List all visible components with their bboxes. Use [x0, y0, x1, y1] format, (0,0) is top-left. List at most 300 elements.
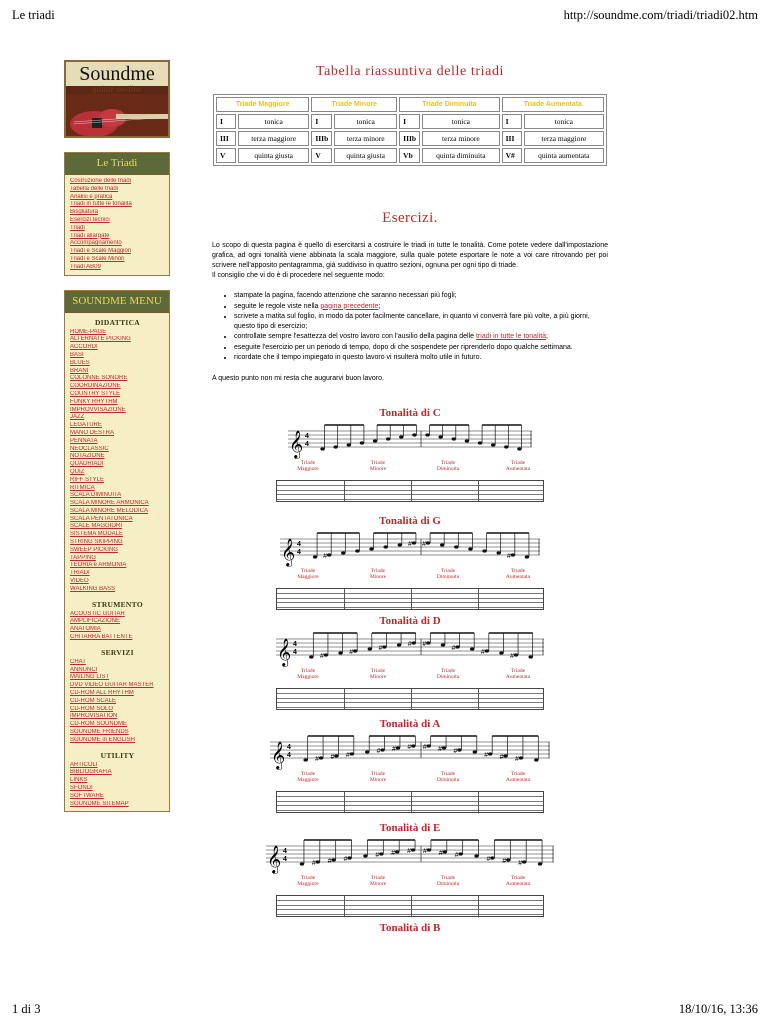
- key-title: Tonalità di E: [379, 822, 441, 834]
- menu-section-heading: DIDATTICA: [94, 317, 141, 327]
- menu-link[interactable]: IMPROVISATION: [70, 713, 118, 720]
- triad-label-line: Aumentata: [505, 777, 531, 783]
- interval-cell: quinta giusta: [238, 148, 309, 163]
- menu-link[interactable]: COLONNE SONORE: [70, 375, 128, 382]
- note-head: [534, 758, 538, 761]
- sharp-sign: #: [349, 649, 354, 656]
- triad-label-line: Diminuita: [436, 466, 460, 472]
- note-head: [457, 748, 461, 751]
- menu-link[interactable]: IMPROVVISAZIONE: [70, 406, 126, 413]
- note-head: [538, 862, 542, 865]
- time-signature: 4: [297, 549, 301, 556]
- triadi-menu-box: [64, 152, 170, 276]
- note-head: [482, 549, 486, 552]
- note-head: [499, 651, 503, 654]
- triadi-link[interactable]: Esercizi tecnici: [70, 216, 110, 223]
- note-head: [491, 443, 495, 446]
- triad-label-line: Triade: [370, 460, 386, 466]
- menu-link[interactable]: MAILING LIST: [70, 674, 110, 681]
- sharp-sign: #: [345, 752, 350, 759]
- triads-summary-table: [213, 94, 607, 166]
- triadi-link[interactable]: Bisgliatura: [70, 209, 99, 216]
- note-head: [399, 435, 403, 438]
- note-head: [519, 756, 523, 759]
- print-datetime: 18/10/16, 13:36: [678, 1002, 758, 1016]
- interval-cell: terza minore: [334, 131, 397, 146]
- note-head: [324, 653, 328, 656]
- menu-link[interactable]: SCALA MINORE ARMONICA: [70, 500, 149, 507]
- note-head: [465, 439, 469, 442]
- note-head: [383, 545, 387, 548]
- triad-label-line: Aumentata: [505, 674, 531, 680]
- triad-label-line: Maggiore: [297, 777, 319, 783]
- note-head: [353, 649, 357, 652]
- key-title: Tonalità di A: [379, 718, 441, 730]
- note-head: [458, 852, 462, 855]
- triad-label-line: Triade: [510, 568, 526, 574]
- treble-clef-icon: 𝄞: [277, 638, 292, 666]
- menu-link[interactable]: RITMICA: [70, 484, 95, 491]
- sharp-sign: #: [407, 848, 411, 855]
- triad-label-line: Triade: [300, 771, 316, 777]
- sharp-sign: #: [422, 541, 426, 548]
- print-header: [0, 0, 768, 36]
- menu-link[interactable]: RIFF STYLE: [70, 476, 105, 483]
- note-head: [425, 433, 429, 436]
- sharp-sign: #: [451, 645, 456, 652]
- note-head: [397, 643, 401, 646]
- note-head: [442, 746, 446, 749]
- menu-link[interactable]: ACOUSTIC GUITAR: [70, 610, 125, 617]
- interval-cell: tonica: [524, 114, 604, 129]
- menu-link[interactable]: SOUNDME SITEMAP: [70, 800, 129, 807]
- triad-label-line: Triade: [440, 875, 456, 881]
- menu-link[interactable]: COUNTRY STYLE: [70, 390, 121, 397]
- note-head: [347, 856, 351, 859]
- writing-staff[interactable]: [276, 791, 544, 813]
- triad-label-line: Minore: [369, 777, 387, 783]
- triadi-link[interactable]: Tabella delle triadi: [70, 185, 119, 192]
- sharp-sign: #: [422, 848, 427, 855]
- degree-cell: Vb: [399, 148, 420, 163]
- menu-link[interactable]: TAPPING: [70, 554, 96, 561]
- menu-link[interactable]: LEGATURE: [70, 422, 102, 429]
- menu-link[interactable]: CHAT: [70, 658, 86, 665]
- triad-label-line: Aumentata: [505, 466, 531, 472]
- menu-link[interactable]: ANNUNCI: [70, 666, 98, 673]
- step-item: [234, 312, 608, 331]
- sharp-sign: #: [327, 858, 332, 865]
- sharp-sign: #: [311, 860, 316, 867]
- time-signature: 4: [305, 441, 309, 448]
- note-head: [427, 848, 431, 851]
- menu-link[interactable]: ALTERNATE PICKING: [70, 336, 131, 343]
- triadi-link[interactable]: Accompagnamento: [70, 240, 122, 247]
- triad-label-line: Maggiore: [297, 466, 319, 472]
- sharp-sign: #: [486, 856, 491, 863]
- triad-label-line: Triade: [370, 668, 386, 674]
- triad-label: [498, 460, 538, 472]
- sharp-sign: #: [453, 748, 458, 755]
- note-head: [338, 651, 342, 654]
- document-url: http://soundme.com/triadi/triadi02.htm: [563, 8, 758, 22]
- triadi-link[interactable]: Triadi: [70, 224, 85, 231]
- degree-cell: I: [399, 114, 420, 129]
- interval-cell: quinta diminuita: [422, 148, 500, 163]
- note-head: [333, 445, 337, 448]
- triadi-link[interactable]: Triadi AB09: [70, 263, 101, 270]
- triad-label: [288, 568, 328, 580]
- menu-link[interactable]: NOTAZIONE: [70, 453, 105, 460]
- triadi-link[interactable]: Triadi e Scale Maggiori: [70, 248, 132, 255]
- triad-label-line: Diminuita: [436, 777, 460, 783]
- menu-link[interactable]: JAZZ: [70, 414, 85, 421]
- table-header: Triade Diminuita: [399, 97, 499, 112]
- soundme-logo[interactable]: [64, 60, 170, 138]
- table-row: [216, 131, 604, 146]
- sharp-sign: #: [514, 756, 519, 763]
- menu-link[interactable]: AMPLIFICAZIONE: [70, 618, 121, 625]
- triad-label: [498, 668, 538, 680]
- menu-link[interactable]: BASI: [70, 351, 84, 358]
- table-row: [216, 148, 604, 163]
- note-head: [369, 547, 373, 550]
- triad-label-line: Minore: [369, 881, 387, 887]
- treble-clef-icon: 𝄞: [289, 430, 304, 458]
- menu-link[interactable]: STRING SKIPPING: [70, 539, 123, 546]
- treble-clef-icon: 𝄞: [271, 741, 286, 769]
- triad-label-line: Triade: [300, 668, 316, 674]
- degree-cell: V#: [502, 148, 522, 163]
- note-head: [514, 653, 518, 656]
- music-staff: [276, 629, 544, 669]
- menu-link[interactable]: SISTEMA MODALE: [70, 531, 124, 538]
- exercises-heading: Esercizi.: [382, 210, 438, 226]
- triad-label-line: Diminuita: [436, 574, 460, 580]
- interval-cell: terza maggiore: [238, 131, 309, 146]
- menu-link[interactable]: MANO DESTRA: [70, 429, 115, 436]
- note-head: [411, 744, 415, 747]
- note-head: [398, 543, 402, 546]
- triad-label-line: Triade: [370, 568, 386, 574]
- note-head: [396, 746, 400, 749]
- music-staff: [288, 421, 532, 461]
- key-title: Tonalità di G: [379, 515, 441, 527]
- triad-label-line: Triade: [440, 568, 456, 574]
- triad-label: [428, 460, 468, 472]
- treble-clef-icon: 𝄞: [281, 538, 296, 566]
- logo-tagline: guitar on-line: [92, 84, 142, 94]
- menu-link[interactable]: NEOCLASSIC: [70, 445, 109, 452]
- note-head: [363, 854, 367, 857]
- menu-link[interactable]: CD-ROM SOLO: [70, 705, 114, 712]
- triadi-link[interactable]: Analisi e pratica: [70, 193, 113, 200]
- time-signature: 4: [305, 433, 309, 440]
- triad-label: [428, 568, 468, 580]
- key-title: Tonalità di D: [379, 615, 441, 627]
- triad-label-line: Aumentata: [505, 574, 531, 580]
- interval-cell: terza minore: [422, 131, 500, 146]
- note-head: [473, 750, 477, 753]
- menu-link[interactable]: FUNKY RHYTHM: [70, 398, 118, 405]
- music-staff: [266, 836, 554, 876]
- guitar-icon: [66, 94, 170, 138]
- triad-label-line: Triade: [510, 668, 526, 674]
- writing-staff[interactable]: [276, 588, 544, 610]
- note-head: [368, 647, 372, 650]
- note-head: [395, 850, 399, 853]
- triadi-link[interactable]: Triadi e Scale Minori: [70, 255, 125, 262]
- triad-label-line: Diminuita: [436, 674, 460, 680]
- triad-label-line: Triade: [300, 460, 316, 466]
- degree-cell: I: [216, 114, 236, 129]
- step-item: [234, 332, 608, 342]
- note-head: [440, 543, 444, 546]
- menu-link[interactable]: WALKING BASS: [70, 585, 116, 592]
- note-head: [485, 649, 489, 652]
- step-text: seguite le regole viste nella: [234, 302, 321, 310]
- triadi-link[interactable]: Costruzione delle triadi: [70, 178, 132, 184]
- table-row: [216, 114, 604, 129]
- advice-text: Il consiglio che vi do è di procedere nel seguente modo:: [212, 272, 385, 279]
- step-text: stampate la pagina, facendo attenzione che saranno necessari più fogli;: [234, 292, 457, 299]
- triad-label-line: Triade: [510, 460, 526, 466]
- main-content: [212, 60, 608, 382]
- note-head: [426, 744, 430, 747]
- triad-label-line: Triade: [300, 568, 316, 574]
- step-text: ;: [378, 302, 381, 310]
- step-link[interactable]: triadi in tutte le tonalità: [475, 333, 547, 340]
- triad-label-line: Triade: [440, 771, 456, 777]
- menu-link[interactable]: CHITARRA BATTENTE: [70, 634, 133, 641]
- menu-link[interactable]: SOUNDME FRIENDS: [70, 729, 129, 736]
- step-text: ;: [546, 333, 548, 340]
- menu-link[interactable]: SCALA DIMINUITA: [70, 492, 122, 499]
- writing-staff[interactable]: [276, 688, 544, 710]
- time-signature: 4: [293, 649, 297, 656]
- time-signature: 4: [297, 541, 301, 548]
- menu-link[interactable]: SOFTWARE: [70, 792, 104, 799]
- degree-cell: I: [311, 114, 332, 129]
- triad-label-line: Minore: [369, 466, 387, 472]
- triad-label: [428, 771, 468, 783]
- menu-link[interactable]: SCALA MINORE MELODICA: [70, 507, 149, 514]
- menu-section-heading: UTILITY: [100, 750, 135, 760]
- note-head: [412, 433, 416, 436]
- note-head: [511, 553, 515, 556]
- step-text: ricordate che il tempo impiegato in questo lavoro vi risulterà molto utile in futuro.: [234, 354, 482, 361]
- writing-staff[interactable]: [276, 895, 544, 917]
- triad-label-line: Diminuita: [436, 881, 460, 887]
- triad-label: [358, 771, 398, 783]
- note-head: [490, 856, 494, 859]
- key-title: Tonalità di C: [379, 407, 441, 419]
- menu-link[interactable]: ANATOMIA: [70, 626, 101, 633]
- triad-label: [358, 460, 398, 472]
- soundme-menu-box: [64, 290, 170, 813]
- menu-link[interactable]: SFONDI: [70, 785, 93, 791]
- menu-link[interactable]: QUADRIADI: [70, 461, 104, 468]
- note-head: [373, 439, 377, 442]
- triadi-menu-title: Le Triadi: [65, 153, 169, 175]
- menu-link[interactable]: HOME-PAGE: [70, 328, 107, 335]
- triadi-link[interactable]: Triadi in tutte le tonalità: [70, 201, 132, 208]
- sharp-sign: #: [502, 858, 507, 865]
- note-head: [488, 752, 492, 755]
- menu-link[interactable]: COORDINAZIONE: [70, 383, 121, 390]
- menu-link[interactable]: TEORIA e ARMONIA: [70, 562, 127, 569]
- note-head: [412, 541, 416, 544]
- table-header: Triade Aumentata: [502, 97, 604, 112]
- note-head: [478, 441, 482, 444]
- triad-label: [498, 875, 538, 887]
- triad-label-line: Triade: [510, 875, 526, 881]
- note-head: [309, 655, 313, 658]
- triadi-link-list: [65, 175, 169, 275]
- note-head: [528, 655, 532, 658]
- sharp-sign: #: [518, 860, 523, 867]
- sidebar: [64, 60, 170, 812]
- triad-label: [428, 875, 468, 887]
- triad-label: [288, 771, 328, 783]
- note-head: [327, 553, 331, 556]
- key-title: Tonalità di B: [379, 922, 441, 934]
- closing-text: A questo punto non mi resta che augurarvi buon lavoro.: [212, 374, 384, 382]
- sharp-sign: #: [315, 756, 319, 763]
- note-head: [525, 555, 529, 558]
- degree-cell: V: [216, 148, 236, 163]
- sharp-sign: #: [330, 754, 335, 761]
- note-head: [438, 435, 442, 438]
- interval-cell: quinta giusta: [334, 148, 397, 163]
- triad-label-line: Minore: [369, 674, 387, 680]
- note-head: [313, 555, 317, 558]
- music-staff: [270, 732, 550, 772]
- triad-label-line: Triade: [510, 771, 526, 777]
- sharp-sign: #: [407, 744, 412, 751]
- menu-link[interactable]: TRIADI: [70, 570, 90, 577]
- menu-section-heading: SERVIZI: [101, 647, 134, 657]
- sharp-sign: #: [506, 553, 511, 560]
- note-head: [474, 854, 478, 857]
- steps-list: [234, 291, 608, 363]
- interval-cell: terza maggiore: [524, 131, 604, 146]
- sharp-sign: #: [391, 746, 396, 753]
- menu-link[interactable]: CD-ROM SCALE: [70, 697, 117, 704]
- table-header: Triade Minore: [311, 97, 397, 112]
- page-number: 1 di 3: [12, 1002, 41, 1016]
- interval-cell: tonica: [334, 114, 397, 129]
- document-title: Le triadi: [12, 8, 55, 22]
- degree-cell: IIIb: [399, 131, 420, 146]
- menu-link[interactable]: BRANI: [70, 367, 89, 374]
- note-head: [380, 748, 384, 751]
- degree-cell: I: [502, 114, 522, 129]
- menu-link[interactable]: ARTICOLI: [70, 761, 98, 768]
- note-head: [316, 860, 320, 863]
- menu-link[interactable]: QUIZ: [70, 468, 85, 475]
- interval-cell: quinta aumentata: [524, 148, 604, 163]
- menu-link[interactable]: BLUES: [70, 359, 90, 366]
- menu-link[interactable]: VIDEO: [70, 578, 89, 585]
- triadi-link[interactable]: Triadi allargate: [70, 232, 110, 239]
- note-head: [347, 443, 351, 446]
- sharp-sign: #: [407, 641, 412, 648]
- note-head: [426, 541, 430, 544]
- triad-label: [288, 668, 328, 680]
- menu-link[interactable]: SOUNDME in ENGLISH: [70, 736, 136, 743]
- menu-link[interactable]: ACCORDI: [70, 344, 98, 351]
- interval-cell: tonica: [238, 114, 309, 129]
- menu-link[interactable]: LINKS: [70, 777, 88, 784]
- menu-link[interactable]: SWEEP PICKING: [70, 546, 118, 553]
- menu-link[interactable]: PENNATA: [70, 437, 98, 444]
- page-title: Tabella riassuntiva delle triadi: [315, 64, 505, 79]
- sharp-sign: #: [319, 653, 324, 660]
- note-head: [455, 645, 459, 648]
- note-head: [452, 437, 456, 440]
- step-item: [234, 302, 608, 312]
- triad-label-line: Triade: [300, 875, 316, 881]
- step-text: controllate sempre l'esattezza del vostro lavoro con l'ausilio della pagina delle: [234, 333, 476, 340]
- sharp-sign: #: [438, 746, 442, 753]
- note-head: [411, 641, 415, 644]
- time-signature: 4: [283, 856, 287, 863]
- sharp-sign: #: [499, 754, 504, 761]
- note-head: [382, 645, 386, 648]
- sharp-sign: #: [480, 649, 485, 656]
- table-header: Triade Maggiore: [216, 97, 309, 112]
- menu-link[interactable]: CD-ROM SOUNDME: [70, 721, 127, 728]
- logo-wordmark: Soundme: [66, 62, 168, 86]
- interval-cell: tonica: [422, 114, 500, 129]
- sharp-sign: #: [454, 852, 459, 859]
- note-head: [411, 848, 415, 851]
- note-head: [517, 447, 521, 450]
- note-head: [360, 441, 364, 444]
- step-text: scrivete a matita sul foglio, in modo da poter facilmente cancellare, in quanto vi converrà fare più volte, a più giorni, questo tipo di esercizio;: [234, 313, 590, 330]
- triad-label: [358, 568, 398, 580]
- sharp-sign: #: [378, 645, 383, 652]
- menu-link[interactable]: DVD VIDEO GUITAR MASTER: [70, 682, 154, 689]
- triad-label-line: Triade: [440, 668, 456, 674]
- sharp-sign: #: [510, 653, 514, 660]
- writing-staff[interactable]: [276, 480, 544, 502]
- triad-label-line: Triade: [440, 460, 456, 466]
- note-head: [496, 551, 500, 554]
- triad-label: [358, 875, 398, 887]
- triad-label: [498, 771, 538, 783]
- time-signature: 4: [283, 848, 287, 855]
- note-head: [303, 758, 307, 761]
- sharp-sign: #: [375, 852, 380, 859]
- menu-link[interactable]: SCALE MAGGIORI: [70, 523, 123, 530]
- note-head: [426, 641, 430, 644]
- menu-link[interactable]: BIBLIOGRAFIA: [70, 769, 112, 776]
- note-head: [300, 862, 304, 865]
- sharp-sign: #: [484, 752, 489, 759]
- step-link[interactable]: pagina precedente: [320, 302, 379, 310]
- menu-link[interactable]: CD-ROM ALL RHYTHM: [70, 690, 134, 697]
- menu-link[interactable]: SCALA PENTATONICA: [70, 515, 133, 522]
- note-head: [350, 752, 354, 755]
- time-signature: 4: [287, 744, 291, 751]
- note-head: [468, 547, 472, 550]
- note-head: [379, 852, 383, 855]
- note-head: [441, 643, 445, 646]
- sharp-sign: #: [391, 850, 396, 857]
- sharp-sign: #: [343, 856, 348, 863]
